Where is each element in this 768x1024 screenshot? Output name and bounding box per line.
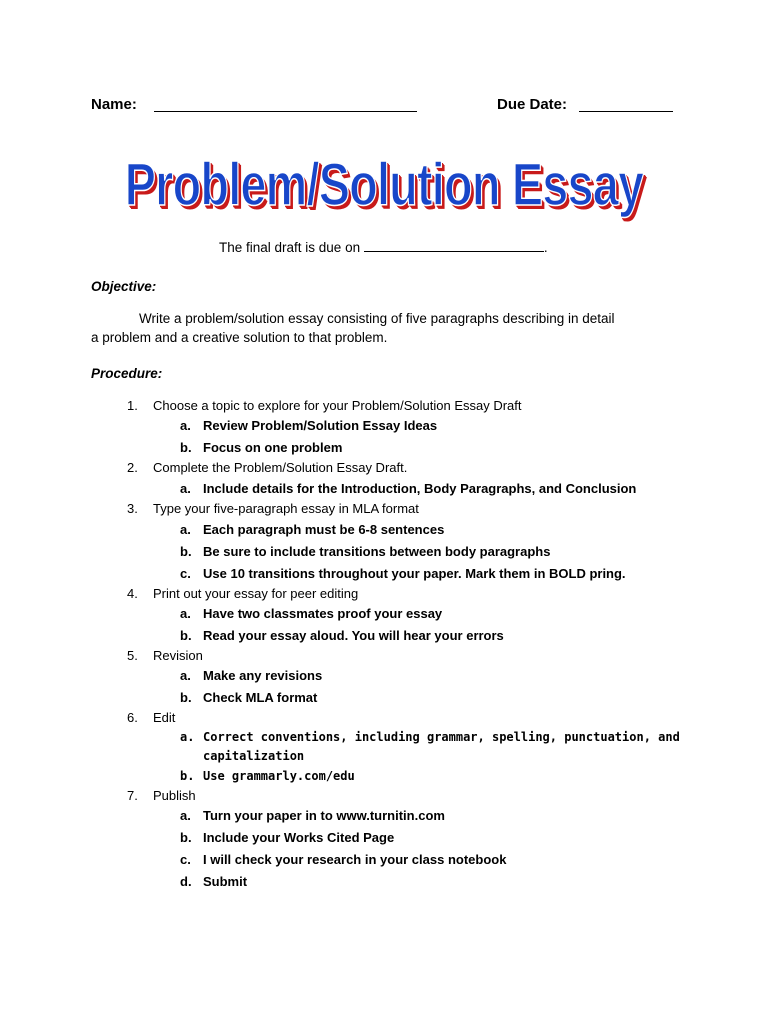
procedure-step: 4. Print out your essay for peer editing — [127, 586, 359, 601]
procedure-substep: b. Use grammarly.com/edu — [180, 769, 355, 783]
procedure-substep: b. Read your essay aloud. You will hear your errors — [180, 628, 504, 643]
procedure-substep: c. Use 10 transitions throughout your paper. Mark them in BOLD pring. — [180, 566, 626, 581]
procedure-substep: d. Submit — [180, 874, 248, 889]
procedure-step: 3. Type your five-paragraph essay in MLA format — [127, 501, 419, 516]
final-draft-line — [219, 239, 548, 255]
name-field — [91, 96, 137, 113]
step-label: Revision — [153, 648, 203, 663]
objective-line-2: a problem and a creative solution to that problem. — [91, 330, 388, 345]
procedure-substep: a. Turn your paper in to www.turnitin.com — [180, 808, 445, 823]
final-draft-period: . — [543, 240, 548, 255]
procedure-substep: c. I will check your research in your class notebook — [180, 852, 507, 867]
objective-heading: Objective: — [91, 279, 157, 294]
step-label: Edit — [153, 710, 176, 725]
page-title: Problem/Solution Essay — [124, 151, 644, 218]
procedure-substep: a. Correct conventions, including grammar, spelling, punctuation, and — [180, 730, 680, 744]
procedure-substep: a. Make any revisions — [180, 668, 323, 683]
step-label: Print out your essay for peer editing — [153, 586, 359, 601]
due-date-label: Due Date: — [497, 96, 568, 113]
procedure-substep: b. Check MLA format — [180, 690, 318, 705]
procedure-substep-continuation: capitalization — [203, 749, 305, 763]
final-draft-text: The final draft is due on — [219, 240, 361, 255]
procedure-substep: b. Include your Works Cited Page — [180, 830, 395, 845]
procedure-substep: b. Be sure to include transitions between body paragraphs — [180, 544, 551, 559]
objective-line-1: Write a problem/solution essay consisting of five paragraphs describing in detail — [139, 311, 615, 326]
final-draft-blank-line[interactable] — [364, 239, 544, 252]
name-label: Name: — [91, 96, 137, 113]
procedure-step: 5. Revision — [127, 648, 203, 663]
procedure-substep: a. Have two classmates proof your essay — [180, 606, 443, 621]
procedure-step: 2. Complete the Problem/Solution Essay Draft. — [127, 460, 408, 475]
name-blank-line[interactable] — [154, 96, 417, 117]
procedure-substep: a. Review Problem/Solution Essay Ideas — [180, 418, 438, 433]
procedure-step: 7. Publish — [127, 788, 196, 803]
due-date-blank-line[interactable] — [579, 96, 673, 117]
step-label: Complete the Problem/Solution Essay Draft. — [153, 460, 408, 475]
due-date-field — [497, 96, 567, 113]
step-label: Publish — [153, 788, 196, 803]
procedure-substep: a. Each paragraph must be 6-8 sentences — [180, 522, 445, 537]
procedure-step: 1. Choose a topic to explore for your Problem/Solution Essay Draft — [127, 398, 522, 413]
procedure-substep: a. Include details for the Introduction, Body Paragraphs, and Conclusion — [180, 481, 637, 496]
procedure-heading: Procedure: — [91, 366, 163, 381]
procedure-step: 6. Edit — [127, 710, 176, 725]
step-label: Type your five-paragraph essay in MLA format — [153, 501, 419, 516]
step-label: Choose a topic to explore for your Problem/Solution Essay Draft — [153, 398, 522, 413]
procedure-substep: b. Focus on one problem — [180, 440, 343, 455]
